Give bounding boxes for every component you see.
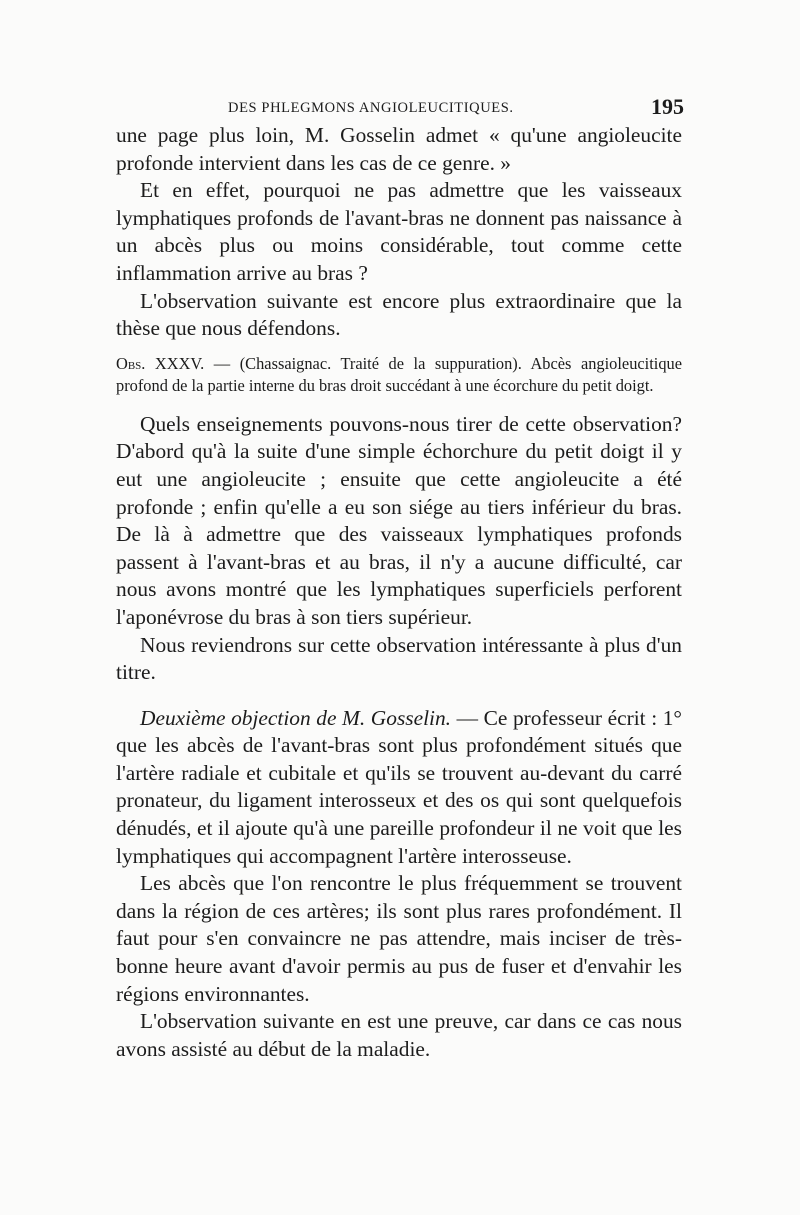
paragraph: L'observation suivante est encore plus extraordinaire que la thèse que nous défendons. bbox=[116, 288, 682, 341]
objection-heading: Deuxième objection de M. Gosselin. bbox=[140, 705, 452, 730]
observation-note bbox=[116, 353, 682, 397]
running-title: DES PHLEGMONS ANGIOLEUCITIQUES. bbox=[228, 100, 514, 116]
page-number: 195 bbox=[651, 94, 684, 119]
objection-text: — Ce professeur écrit : 1° que les abcès de l'avant-bras sont plus profondément situés que l'artère radiale et cubitale et qu'ils se trouvent au-devant du carré pronateur, du ligament interosseux et des os qui sont quelquefois dénudés, et il ajoute qu'à une pareille profondeur il ne voit que les lymphatiques qui accompagnent l'artère interosseuse. bbox=[116, 705, 682, 868]
objection-paragraph bbox=[116, 705, 682, 871]
observation-text: — (Chassaignac. Traité de la suppuration). Abcès angioleucitique profond de la partie interne du bras droit succédant à une écorchure du petit doigt. bbox=[116, 353, 682, 395]
observation-label: Obs. XXXV. bbox=[116, 353, 205, 373]
paragraph: Et en effet, pourquoi ne pas admettre que les vaisseaux lymphatiques profonds de l'avant-bras ne donnent pas naissance à un abcès plus ou moins considérable, tout comme cette inflammation arrive au bras ? bbox=[116, 178, 682, 285]
text-block bbox=[116, 92, 682, 1063]
paragraph: Les abcès que l'on rencontre le plus fréquemment se trouvent dans la région de ces artères; ils sont plus rares profondément. Il faut pour s'en convaincre ne pas attendre, mais inciser de très-bonne heure avant d'avoir permis au pus de fuser et d'envahir les régions environnantes. bbox=[116, 871, 682, 1006]
running-head bbox=[116, 92, 682, 122]
paragraph: Nous reviendrons sur cette observation intéressante à plus d'un titre. bbox=[116, 632, 682, 685]
paragraph: une page plus loin, M. Gosselin admet « qu'une angioleucite profonde intervient dans les cas de ce genre. » bbox=[116, 123, 682, 175]
paragraph: Quels enseignements pouvons-nous tirer de cette observation? D'abord qu'à la suite d'une simple échorchure du petit doigt il y eut une angioleucite ; ensuite que cette angioleucite a été profonde ; enfin qu'elle a eu son siége au tiers inférieur du bras. De là à admettre que des vaisseaux lymphatiques profonds passent à l'avant-bras et au bras, il n'y a aucune difficulté, car nous avons montré que les lymphatiques superficiels perforent l'aponévrose du bras à son tiers supérieur. bbox=[116, 411, 682, 629]
paragraph: L'observation suivante en est une preuve, car dans ce cas nous avons assisté au début de la maladie. bbox=[116, 1009, 682, 1061]
